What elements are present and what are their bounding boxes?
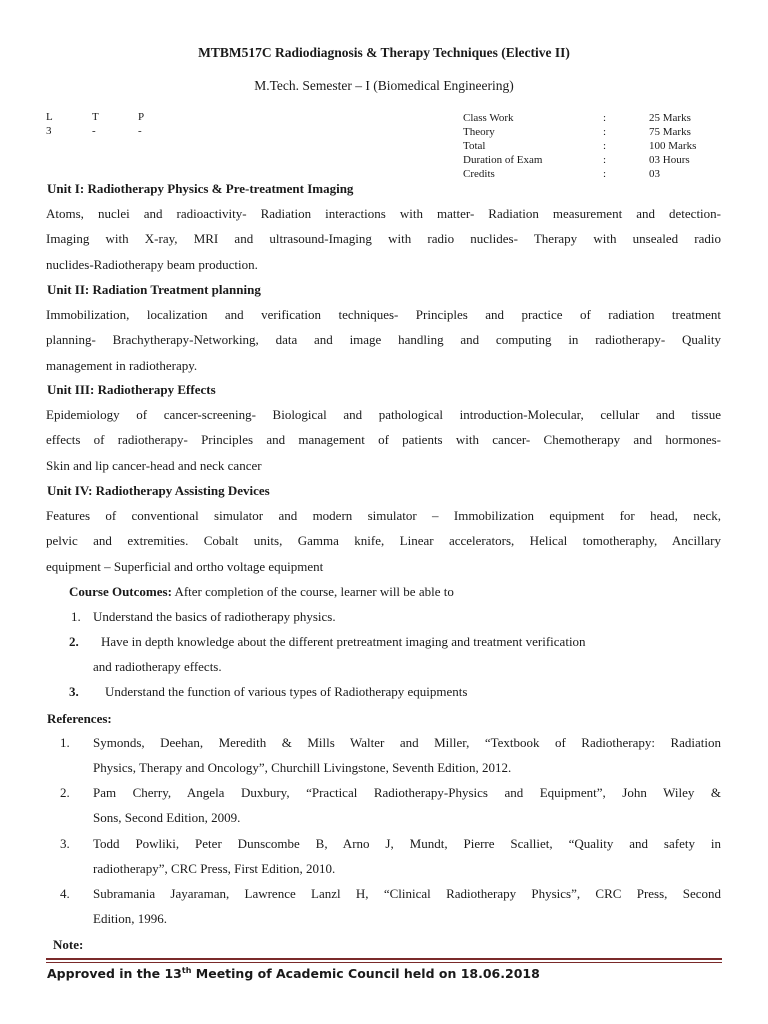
reference-number: 2. [60, 785, 70, 800]
reference-number: 4. [60, 886, 70, 901]
outcome-3-number: 3. [69, 684, 79, 699]
marks-value: 03 Hours [649, 154, 690, 166]
reference-line: Subramania Jayaraman, Lawrence Lanzl H, “Clinical Radiotherapy Physics”, CRC Press, Second [93, 886, 721, 901]
marks-key: Class Work [463, 112, 514, 124]
marks-table [463, 111, 749, 181]
reference-line: Edition, 1996. [93, 911, 168, 927]
unit-1-body [46, 201, 721, 277]
reference-line: radiotherapy”, CRC Press, First Edition, 2010. [93, 861, 336, 877]
course-outcomes-text: After completion of the course, learner will be able to [171, 584, 454, 599]
unit-4-heading: Unit IV: Radiotherapy Assisting Devices [47, 483, 270, 498]
footer-superscript: th [181, 966, 192, 975]
footer-divider-thin [46, 962, 722, 963]
marks-sep: : [603, 112, 607, 124]
unit-4-line: pelvic and extremities. Cobalt units, Gamma knife, Linear accelerators, Helical tomotheraphy, Ancillary [46, 533, 721, 549]
unit-3-line: effects of radiotherapy- Principles and management of patients with cancer- Chemotherapy and hormones- [46, 432, 721, 448]
marks-value: 03 [649, 168, 660, 180]
footer-approval [47, 966, 540, 981]
outcome-1-number: 1. [71, 609, 81, 624]
footer-text-pre: Approved in the 13 [47, 966, 182, 982]
marks-sep: : [603, 154, 607, 166]
unit-3-body [46, 402, 721, 478]
marks-value: 75 Marks [649, 126, 691, 138]
note-label: Note: [53, 937, 84, 952]
marks-key: Total [463, 140, 486, 152]
marks-sep: : [603, 140, 607, 152]
marks-row [463, 153, 749, 167]
marks-row [463, 111, 749, 125]
course-title: MTBM517C Radiodiagnosis & Therapy Techniques (Elective II) [198, 45, 570, 60]
unit-4-body [46, 503, 721, 579]
unit-3-heading: Unit III: Radiotherapy Effects [47, 382, 216, 397]
marks-row [463, 125, 749, 139]
unit-1-line: nuclides-Radiotherapy beam production. [46, 256, 258, 272]
ltp-label-t: T [92, 111, 99, 123]
reference-line: Todd Powliki, Peter Dunscombe B, Arno J, Mundt, Pierre Scalliet, “Quality and safety in [93, 836, 721, 851]
footer-divider [46, 958, 722, 960]
ltp-label-p: P [138, 111, 145, 123]
footer-text-post: Meeting of Academic Council held on 18.06.2018 [191, 966, 540, 982]
outcome-2-number: 2. [69, 634, 79, 649]
ltp-table [46, 111, 184, 138]
unit-4-line: Features of conventional simulator and modern simulator – Immobilization equipment for head, neck, [46, 508, 721, 523]
unit-3-line: Epidemiology of cancer-screening- Biological and pathological introduction-Molecular, cellular and tissue [46, 407, 721, 422]
marks-sep: : [603, 126, 607, 138]
marks-row [463, 167, 749, 181]
course-outcomes-label: Course Outcomes: [69, 584, 172, 599]
marks-key: Theory [463, 126, 495, 138]
marks-key: Duration of Exam [463, 154, 543, 166]
reference-line: Pam Cherry, Angela Duxbury, “Practical Radiotherapy-Physics and Equipment”, John Wiley & [93, 785, 721, 800]
marks-value: 25 Marks [649, 112, 691, 124]
outcome-1-text: Understand the basics of radiotherapy physics. [93, 609, 336, 624]
reference-line: Physics, Therapy and Oncology”, Churchill Livingstone, Seventh Edition, 2012. [93, 760, 512, 776]
unit-1-line: Atoms, nuclei and radioactivity- Radiation interactions with matter- Radiation measurement and detection- [46, 206, 721, 221]
ltp-value-l: 3 [46, 124, 52, 137]
unit-3-line: Skin and lip cancer-head and neck cancer [46, 457, 262, 473]
marks-value: 100 Marks [649, 140, 697, 152]
marks-key: Credits [463, 168, 495, 180]
course-subtitle: M.Tech. Semester – I (Biomedical Engineering) [254, 78, 514, 93]
outcome-2-text: Have in depth knowledge about the different pretreatment imaging and treatment verification [101, 634, 586, 649]
marks-sep: : [603, 168, 607, 180]
course-outcomes-intro [69, 584, 454, 600]
reference-number: 1. [60, 735, 70, 750]
unit-1-line: Imaging with X-ray, MRI and ultrasound-Imaging with radio nuclides- Therapy with unsealed radio [46, 231, 721, 247]
reference-number: 3. [60, 836, 70, 851]
reference-line: Symonds, Deehan, Meredith & Mills Walter and Miller, “Textbook of Radiotherapy: Radiation [93, 735, 721, 750]
ltp-value-t: - [92, 124, 96, 137]
unit-2-heading: Unit II: Radiation Treatment planning [47, 282, 261, 297]
ltp-value-p: - [138, 124, 142, 137]
reference-line: Sons, Second Edition, 2009. [93, 810, 241, 826]
marks-row [463, 139, 749, 153]
unit-2-body [46, 302, 721, 378]
outcome-3-text: Understand the function of various types of Radiotherapy equipments [105, 684, 468, 699]
ltp-label-l: L [46, 111, 53, 123]
unit-2-line: management in radiotherapy. [46, 357, 198, 373]
unit-2-line: planning- Brachytherapy-Networking, data and image handling and computing in radiotherapy- Quality [46, 332, 721, 348]
unit-4-line: equipment – Superficial and ortho voltage equipment [46, 558, 324, 574]
references-heading: References: [47, 711, 112, 726]
outcome-2-continuation: and radiotherapy effects. [93, 659, 222, 674]
unit-2-line: Immobilization, localization and verification techniques- Principles and practice of radiation treatment [46, 307, 721, 322]
unit-1-heading: Unit I: Radiotherapy Physics & Pre-treatment Imaging [47, 181, 354, 196]
